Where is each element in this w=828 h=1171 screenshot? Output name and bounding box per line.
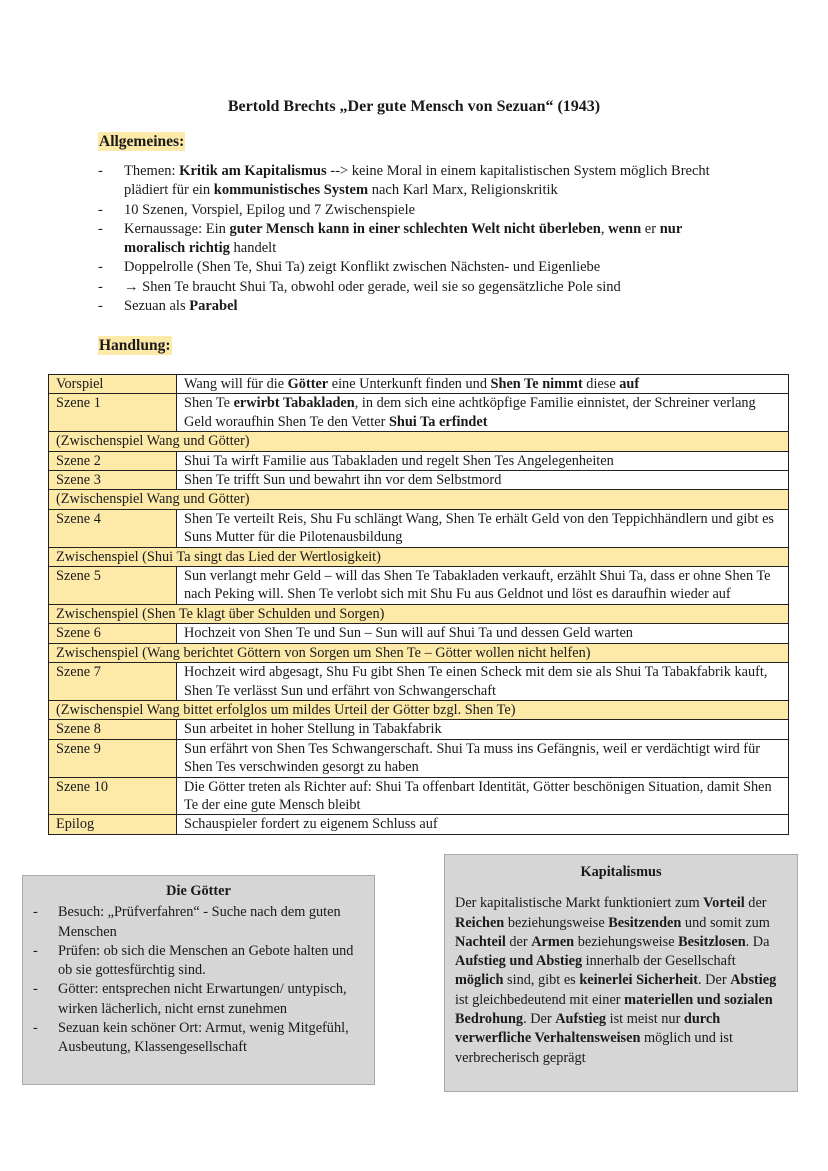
capitalism-bold-text: Aufstieg und Abstieg bbox=[455, 953, 583, 970]
capitalism-box-title: Kapitalismus bbox=[580, 864, 662, 880]
general-item-text: Themen: bbox=[124, 163, 180, 179]
capitalism-bold-text: Abstieg bbox=[730, 972, 777, 989]
scene-label-cell: Szene 5 bbox=[49, 567, 177, 605]
plot-table-row bbox=[49, 375, 789, 394]
general-item-text: nach Karl Marx, Religionskritik bbox=[368, 182, 558, 199]
plot-table-row bbox=[49, 451, 789, 470]
scene-description-text: eine Unterkunft finden und bbox=[328, 376, 491, 392]
scene-description-cell bbox=[177, 663, 789, 701]
capitalism-bold-text: Armen bbox=[531, 933, 575, 950]
scene-label-cell: Szene 2 bbox=[49, 451, 177, 470]
scene-description-bold-text: Shen Te nimmt bbox=[490, 376, 583, 392]
interlude-cell: (Zwischenspiel Wang und Götter) bbox=[49, 490, 789, 509]
plot-table-row bbox=[49, 547, 789, 566]
capitalism-bold-text: materiellen und sozialen Bedrohung bbox=[455, 991, 773, 1028]
general-item-text: Doppelrolle (Shen Te, Shui Ta) zeigt Konflikt zwischen Nächsten- und Eigenliebe bbox=[124, 259, 601, 276]
scene-description-text: Shen Te verteilt Reis, Shu Fu schlängt Wang, Shen Te erhält Geld von den Teppichhändlern und gibt es Suns Mutter für die Pilotenausbildung bbox=[184, 510, 774, 546]
interlude-cell: (Zwischenspiel Wang und Götter) bbox=[49, 432, 789, 451]
capitalism-bold-text: Besitzenden bbox=[608, 914, 682, 931]
capitalism-bold-text: Besitzlosen bbox=[678, 933, 746, 950]
capitalism-bold-text: durch verwerfliche Verhaltensweisen bbox=[455, 1011, 721, 1047]
general-item-text: handelt bbox=[229, 240, 277, 257]
scene-description-cell bbox=[177, 815, 789, 834]
scene-description-bold-text: erwirbt Tabakladen bbox=[233, 395, 355, 412]
capitalism-text: der bbox=[744, 895, 767, 912]
capitalism-text: ist gleichbedeutend mit einer bbox=[455, 991, 625, 1008]
document-title: Bertold Brechts „Der gute Mensch von Sezuan“ (1943) bbox=[227, 98, 601, 115]
scene-label-cell: Szene 8 bbox=[49, 720, 177, 739]
general-item-bold-text: wenn bbox=[608, 220, 642, 237]
plot-table-row bbox=[49, 720, 789, 739]
general-item-bold-text: Kritik am Kapitalismus bbox=[179, 163, 327, 179]
capitalism-bold-text: möglich bbox=[455, 972, 504, 989]
interlude-cell: (Zwischenspiel Wang bittet erfolglos um mildes Urteil der Götter bzgl. Shen Te) bbox=[49, 700, 789, 719]
scene-description-text: diese bbox=[582, 376, 620, 392]
scene-description-cell bbox=[177, 567, 789, 605]
interlude-cell: Zwischenspiel (Wang berichtet Göttern von Sorgen um Shen Te – Götter wollen nicht helfen) bbox=[49, 643, 789, 662]
interlude-cell: Zwischenspiel (Shui Ta singt das Lied der Wertlosigkeit) bbox=[49, 547, 789, 566]
plot-table-row bbox=[49, 394, 789, 432]
capitalism-bold-text: Nachteil bbox=[455, 933, 506, 950]
gods-list-item: - Götter: entsprechen nicht Erwartungen/ untypisch, wirken lächerlich, nicht ernst zunehmen bbox=[23, 980, 374, 1019]
scene-label-cell: Szene 9 bbox=[49, 739, 177, 777]
capitalism-text: beziehungsweise bbox=[504, 914, 609, 931]
scene-description-text: Die Götter treten als Richter auf: Shui Ta offenbart Identität, Götter beschönigen Situation, damit Shen Te der eine gute Mensch bleibt bbox=[184, 778, 772, 813]
scene-label-cell: Epilog bbox=[49, 815, 177, 834]
general-item-text: 10 Szenen, Vorspiel, Epilog und 7 Zwischenspiele bbox=[124, 201, 416, 218]
general-list-item bbox=[96, 162, 746, 201]
plot-table-row bbox=[49, 643, 789, 662]
section-heading-plot: Handlung: bbox=[99, 337, 171, 354]
capitalism-text bbox=[455, 894, 785, 1068]
capitalism-text: sind, gibt es bbox=[503, 972, 580, 989]
capitalism-text: Der kapitalistische Markt funktioniert zum bbox=[455, 895, 704, 912]
capitalism-bold-text: Reichen bbox=[455, 914, 505, 931]
scene-description-cell bbox=[177, 394, 789, 432]
scene-description-text: Schauspieler fordert zu eigenem Schluss auf bbox=[184, 816, 438, 833]
scene-description-bold-text: Shui Ta erfindet bbox=[388, 413, 488, 430]
general-item-bold-text: Parabel bbox=[189, 298, 238, 315]
gods-bullet-list bbox=[23, 903, 374, 1057]
general-bullet-list bbox=[96, 162, 746, 316]
scene-label-cell: Szene 10 bbox=[49, 777, 177, 815]
general-list-item bbox=[96, 258, 746, 277]
plot-table-row bbox=[49, 624, 789, 643]
gods-list-item: - Sezuan kein schöner Ort: Armut, wenig Mitgefühl, Ausbeutung, Klassengesellschaft bbox=[23, 1019, 374, 1058]
general-item-text: → Shen Te braucht Shui Ta, obwohl oder gerade, weil sie so gegensätzliche Pole sind bbox=[124, 278, 621, 295]
scene-description-text: Shui Ta wirft Familie aus Tabakladen und regelt Shen Tes Angelegenheiten bbox=[184, 452, 614, 469]
capitalism-text: . Der bbox=[698, 972, 731, 989]
scene-description-text: Shen Te bbox=[184, 395, 234, 412]
capitalism-text: . Da bbox=[745, 933, 770, 950]
plot-table-row bbox=[49, 471, 789, 490]
general-item-bold-text: nur moralisch richtig bbox=[124, 220, 682, 257]
section-heading-general: Allgemeines: bbox=[99, 133, 185, 150]
plot-table-row bbox=[49, 815, 789, 834]
scene-description-text: Sun arbeitet in hoher Stellung in Tabakfabrik bbox=[184, 721, 442, 738]
general-list-item bbox=[96, 278, 746, 297]
scene-label-cell: Szene 4 bbox=[49, 509, 177, 547]
interlude-cell: Zwischenspiel (Shen Te klagt über Schulden und Sorgen) bbox=[49, 604, 789, 623]
capitalism-text: innerhalb der Gesellschaft bbox=[582, 953, 736, 970]
scene-description-text: , in dem sich eine achtköpfige Familie einnistet, der Schreiner verlang Geld woraufhin Shen Te den Vetter bbox=[184, 395, 756, 430]
scene-description-text: Hochzeit von Shen Te und Sun – Sun will auf Shui Ta und dessen Geld warten bbox=[184, 625, 633, 642]
plot-table-row bbox=[49, 432, 789, 451]
scene-label-cell: Vorspiel bbox=[49, 375, 177, 394]
gods-box-title: Die Götter bbox=[166, 883, 231, 899]
gods-list-item: - Besuch: „Prüfverfahren“ - Suche nach dem guten Menschen bbox=[23, 903, 374, 942]
capitalism-text: . Der bbox=[523, 1011, 556, 1028]
scene-label-cell: Szene 7 bbox=[49, 663, 177, 701]
general-list-item bbox=[96, 201, 746, 220]
general-item-bold-text: kommunistisches System bbox=[213, 182, 369, 199]
plot-table bbox=[48, 374, 789, 835]
general-item-text: , bbox=[600, 220, 609, 237]
plot-table-row bbox=[49, 777, 789, 815]
capitalism-text: ist meist nur bbox=[606, 1011, 684, 1028]
scene-description-text: Sun verlangt mehr Geld – will das Shen Te Tabakladen verkauft, erzählt Shui Ta, dass er ohne Shen Te nach Peking will. Shen Te verlobt sich mit Shu Fu aus Geldnot und löst es daraufhin wieder auf bbox=[184, 568, 771, 603]
plot-table-row bbox=[49, 509, 789, 547]
capitalism-bold-text: Vorteil bbox=[703, 895, 745, 912]
scene-description-cell bbox=[177, 720, 789, 739]
plot-table-row bbox=[49, 490, 789, 509]
capitalism-bold-text: keinerlei Sicherheit bbox=[579, 972, 699, 989]
capitalism-text: und somit zum bbox=[681, 914, 770, 931]
general-item-text: Sezuan als bbox=[124, 298, 190, 315]
scene-description-text: Hochzeit wird abgesagt, Shu Fu gibt Shen Te einen Scheck mit dem sie als Shui Ta Tabakfabrik kauft, Shen Te verlässt Sun und erfährt von Schwangerschaft bbox=[184, 664, 768, 699]
scene-label-cell: Szene 6 bbox=[49, 624, 177, 643]
general-list-item bbox=[96, 220, 746, 259]
scene-description-cell bbox=[177, 739, 789, 777]
general-item-bold-text: guter Mensch kann in einer schlechten Welt nicht überleben bbox=[229, 220, 601, 237]
scene-description-text: Wang will für die bbox=[184, 376, 288, 392]
scene-description-cell bbox=[177, 777, 789, 815]
scene-description-cell bbox=[177, 451, 789, 470]
scene-description-cell bbox=[177, 624, 789, 643]
scene-description-cell bbox=[177, 375, 789, 394]
general-list-item bbox=[96, 297, 746, 316]
scene-description-cell bbox=[177, 471, 789, 490]
scene-label-cell: Szene 1 bbox=[49, 394, 177, 432]
general-item-text: er bbox=[641, 220, 660, 237]
scene-description-text: Shen Te trifft Sun und bewahrt ihn vor dem Selbstmord bbox=[184, 472, 502, 489]
capitalism-text: der bbox=[505, 933, 532, 950]
plot-table-row bbox=[49, 739, 789, 777]
gods-box bbox=[22, 875, 375, 1085]
plot-table-row bbox=[49, 604, 789, 623]
capitalism-box bbox=[444, 854, 798, 1092]
gods-list-item: - Prüfen: ob sich die Menschen an Gebote halten und ob sie gottesfürchtig sind. bbox=[23, 942, 374, 981]
scene-label-cell: Szene 3 bbox=[49, 471, 177, 490]
general-item-text: --> keine Moral in einem kapitalistischen System möglich Brecht plädiert für ein bbox=[124, 163, 710, 199]
scene-description-text: Sun erfährt von Shen Tes Schwangerschaft. Shui Ta muss ins Gefängnis, weil er verdächtigt wird für Shen Tes verschwinden gesorgt zu haben bbox=[184, 740, 760, 776]
scene-description-bold-text: auf bbox=[619, 376, 640, 392]
capitalism-text: beziehungsweise bbox=[574, 933, 679, 950]
capitalism-text: möglich und ist verbrecherisch geprägt bbox=[455, 1030, 733, 1066]
capitalism-bold-text: Aufstieg bbox=[555, 1011, 607, 1028]
plot-table-row bbox=[49, 567, 789, 605]
general-item-text: Kernaussage: Ein bbox=[124, 220, 230, 237]
plot-table-row bbox=[49, 700, 789, 719]
plot-table-row bbox=[49, 663, 789, 701]
scene-description-cell bbox=[177, 509, 789, 547]
scene-description-bold-text: Götter bbox=[287, 376, 329, 392]
